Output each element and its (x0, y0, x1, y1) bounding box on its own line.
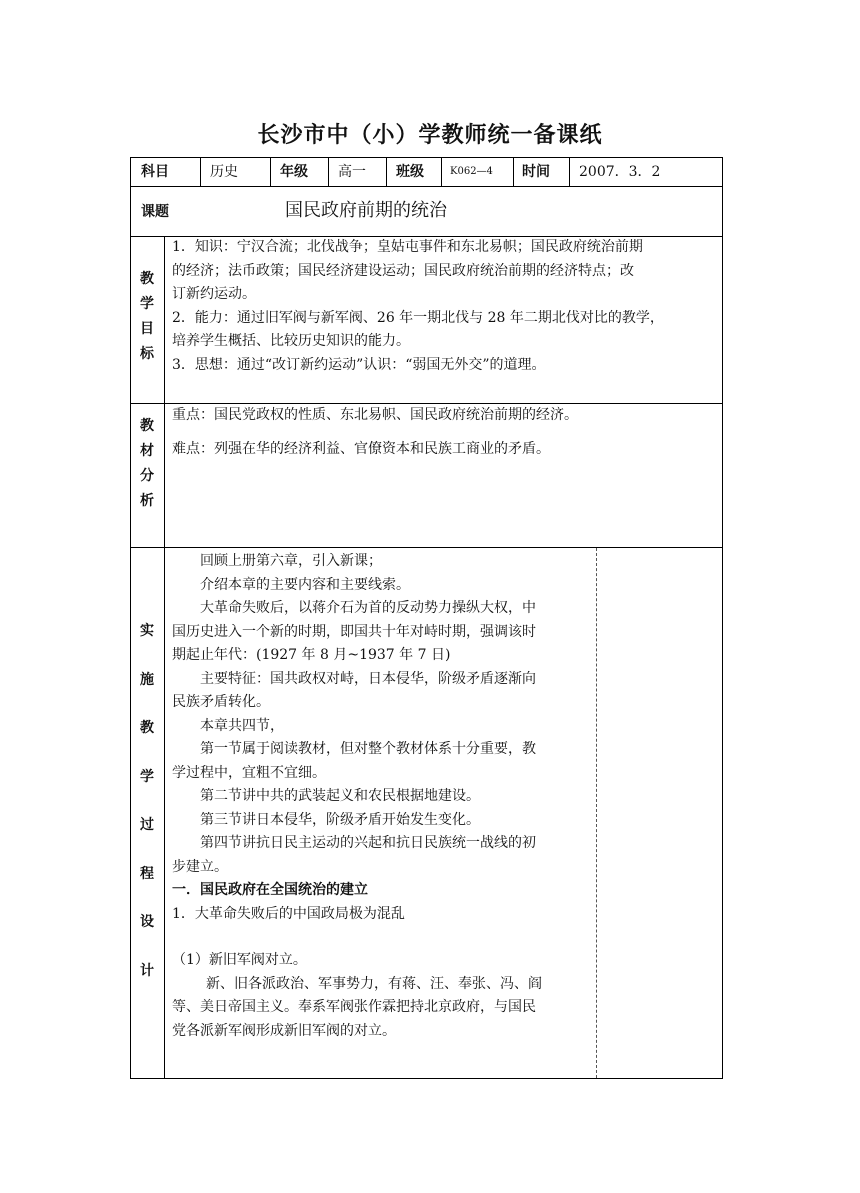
objectives-line: 3．思想：通过“改订新约运动”认识：“弱国无外交”的道理。 (172, 356, 546, 373)
process-paragraph: 本章共四节， (200, 717, 284, 734)
process-paragraph: 民族矛盾转化。 (172, 694, 270, 710)
process-paragraph: 第三节讲日本侵华，阶级矛盾开始发生变化。 (200, 811, 480, 828)
key-points: 重点：国民党政权的性质、东北易帜、国民政府统治前期的经济。 (172, 407, 578, 423)
process-paragraph: 介绍本章的主要内容和主要线索。 (200, 576, 410, 593)
objectives-line: 订新约运动。 (172, 286, 256, 302)
subject-label: 科目 (141, 164, 169, 180)
process-paragraph: 国历史进入一个新的时期，即国共十年对峙时期，强调该时 (172, 623, 536, 640)
process-text (172, 550, 592, 1043)
difficult-points: 难点：列强在华的经济利益、官僚资本和民族工商业的矛盾。 (172, 440, 550, 457)
process-paragraph: 第四节讲抗日民主运动的兴起和抗日民族统一战线的初 (200, 835, 536, 851)
analysis-label: 教 材 分 析 (140, 418, 154, 509)
subject-value: 历史 (210, 164, 238, 180)
process-label: 实 施 教 学 过 程 设 计 (140, 623, 154, 979)
time-label: 时间 (522, 164, 550, 180)
process-paragraph: 期起止年代：(1927 年 8 月~1937 年 7 日) (172, 647, 451, 663)
process-paragraph: 党各派新军阀形成新旧军阀的对立。 (172, 1022, 396, 1039)
objectives-line: 培养学生概括、比较历史知识的能力。 (172, 333, 410, 349)
grade-label: 年级 (280, 164, 308, 180)
class-label: 班级 (396, 164, 424, 180)
topic-value: 国民政府前期的统治 (285, 200, 447, 221)
topic-label: 课题 (141, 204, 169, 220)
class-value: K062—4 (450, 166, 493, 177)
subsection-heading: 1．大革命失败后的中国政局极为混乱 (172, 905, 405, 922)
process-paragraph: 学过程中，宜粗不宜细。 (172, 764, 326, 781)
section-heading: 一．国民政府在全国统治的建立 (172, 882, 368, 898)
sub-item-heading: （1）新旧军阀对立。 (172, 952, 307, 968)
process-paragraph: 第一节属于阅读教材，但对整个教材体系十分重要，教 (200, 741, 536, 757)
objectives-label: 教 学 目 标 (140, 271, 154, 362)
process-paragraph: 步建立。 (172, 858, 228, 875)
process-paragraph: 回顾上册第六章，引入新课； (200, 553, 382, 569)
grade-value: 高一 (338, 164, 366, 180)
objectives-text (172, 236, 718, 377)
process-paragraph: 等、美日帝国主义。奉系军阀张作霖把持北京政府，与国民 (172, 999, 536, 1015)
process-paragraph: 新、旧各派政治、军事势力，有蒋、汪、奉张、冯、阎 (206, 975, 542, 992)
objectives-line: 1．知识：宁汉合流；北伐战争；皇姑屯事件和东北易帜；国民政府统治前期 (172, 239, 643, 255)
process-paragraph: 主要特征：国共政权对峙，日本侵华，阶级矛盾逐渐向 (200, 670, 536, 687)
time-value: 2007．3．2 (579, 164, 661, 180)
process-paragraph: 第二节讲中共的武装起义和农民根据地建设。 (200, 788, 480, 804)
analysis-text (172, 404, 718, 461)
objectives-line: 2．能力：通过旧军阀与新军阀、26 年一期北伐与 28 年二期北伐对比的教学， (172, 309, 664, 326)
objectives-line: 的经济；法币政策；国民经济建设运动；国民政府统治前期的经济特点；改 (172, 262, 634, 279)
process-paragraph: 大革命失败后，以蒋介石为首的反动势力操纵大权，中 (200, 600, 536, 616)
page-title: 长沙市中（小）学教师统一备课纸 (257, 123, 603, 148)
